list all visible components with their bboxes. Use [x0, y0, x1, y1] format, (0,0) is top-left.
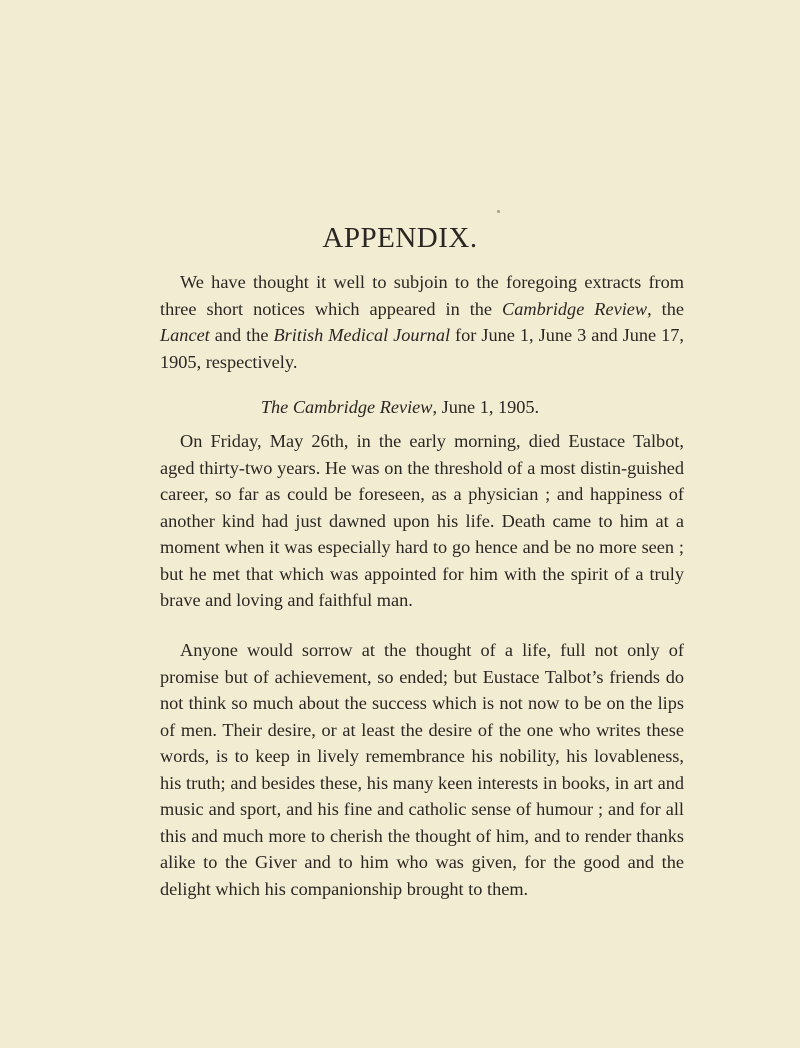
source-date: , June 1, 1905.: [432, 397, 540, 417]
intro-lancet: Lancet: [160, 325, 210, 345]
intro-text-3: and the: [209, 325, 274, 345]
intro-bmj: British Medical Journal: [273, 325, 451, 345]
intro-text-1: We have thought it well to subjoin to the foregoing extracts from three short notices which appeared in the: [160, 272, 684, 319]
source-heading: [0, 397, 800, 418]
paper-speck: [497, 210, 500, 213]
body-paragraph-1: On Friday, May 26th, in the early morning, died Eustace Talbot, aged thirty-two years. He was on the threshold of a most distin-guished career, so far as could be foreseen, as a physician ; and happiness of another kind had just dawned upon his life. Death came to him at a moment when it was especially hard to go hence and be no more seen ; but he met that which was appointed for him with the spirit of a truly brave and loving and faithful man.: [160, 431, 684, 610]
intro-text-4: for June 1, June 3 and June 17, 1905, respectively.: [160, 325, 684, 372]
body-paragraph-2: Anyone would sorrow at the thought of a life, full not only of promise but of achievement, so ended; but Eustace Talbot’s friends do not think so much about the success which is not now to be on the lips of men. Their desire, or at least the desire of the one who writes these words, is to keep in lively remembrance his nobility, his lovableness, his truth; and besides these, his many keen interests in books, in art and music and sport, and his fine and catholic sense of humour ; and for all this and much more to cherish the thought of him, and to render thanks alike to the Giver and to him who was given, for the good and the delight which his companionship brought to them.: [160, 640, 684, 899]
intro-cambridge-review: Cambridge Review: [502, 298, 648, 319]
source-title: The Cambridge Review: [260, 397, 433, 417]
page-title: APPENDIX.: [322, 222, 478, 254]
intro-text-2: , the: [647, 298, 684, 319]
intro-paragraph: [160, 269, 684, 375]
